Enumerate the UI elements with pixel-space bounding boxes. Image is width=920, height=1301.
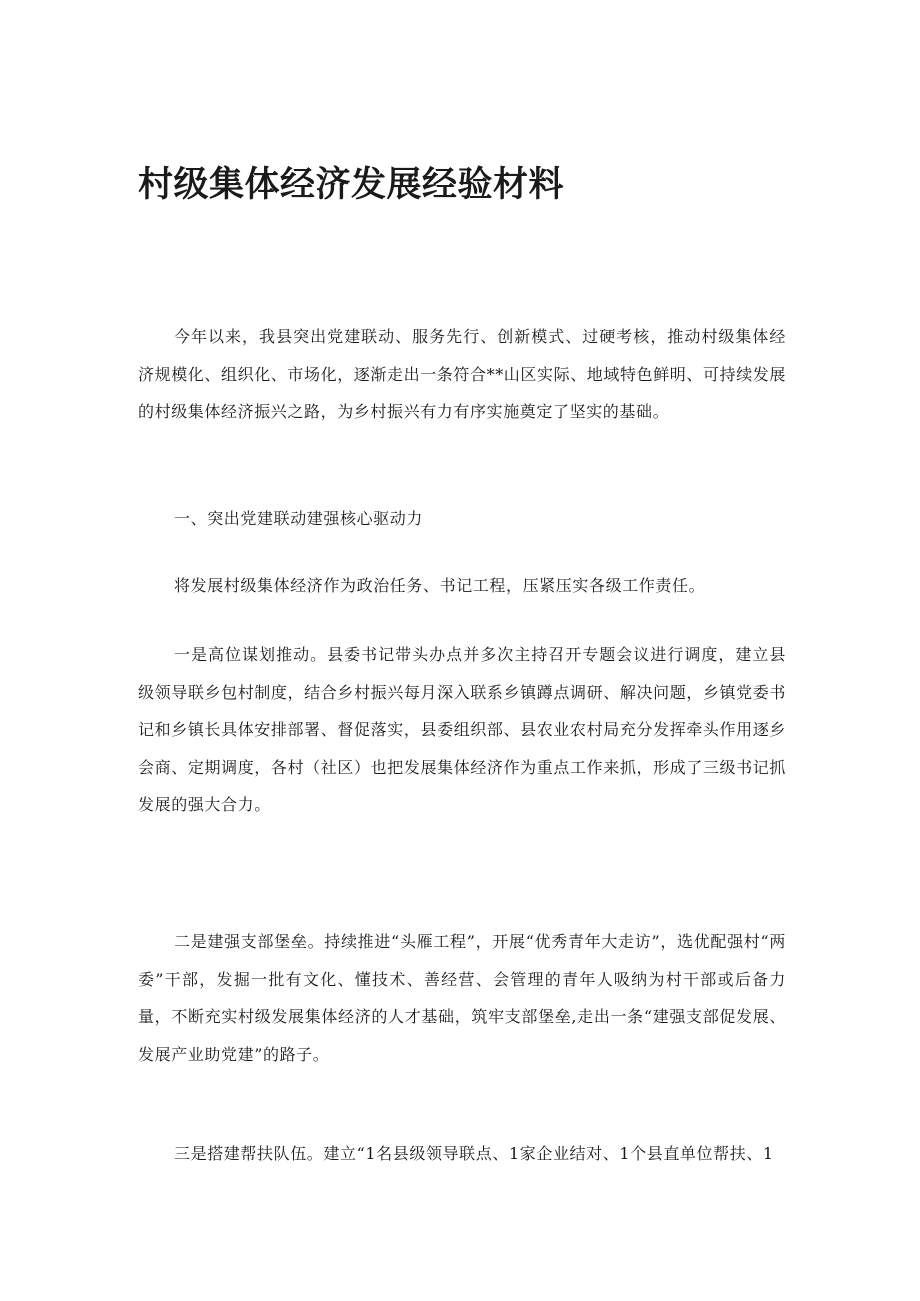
section-intro-paragraph: 将发展村级集体经济作为政治任务、书记工程，压紧压实各级工作责任。 [174,576,706,595]
point-1-paragraph: 一是高位谋划推动。县委书记带头办点并多次主持召开专题会议进行调度，建立县级领导联乡包村制度，结合乡村振兴每月深入联系乡镇蹲点调研、解决问题，乡镇党委书记和乡镇长具体安排部署、督促落实，县委组织部、县农业农村局充分发挥牵头作用逐乡会商、定期调度，各村（社区）也把发展集体经济作为重点工作来抓，形成了三级书记抓发展的强大合力。 [138,645,786,814]
document-title: 村级集体经济发展经验材料 [138,165,565,205]
intro-paragraph: 今年以来，我县突出党建联动、服务先行、创新模式、过硬考核，推动村级集体经济规模化、组织化、市场化，逐渐走出一条符合**山区实际、地域特色鲜明、可持续发展的村级集体经济振兴之路，为乡村振兴有力有序实施奠定了坚实的基础。 [138,327,787,421]
point-2-paragraph: 二是建强支部堡垒。持续推进“头雁工程”，开展“优秀青年大走访”，选优配强村“两委”干部，发掘一批有文化、懂技术、善经营、会管理的青年人吸纳为村干部或后备力量，不断充实村级发展集体经济的人才基础，筑牢支部堡垒,走出一条“建强支部促发展、发展产业助党建”的路子。 [138,932,786,1064]
point-3-paragraph: 三是搭建帮扶队伍。建立“1名县级领导联点、1家企业结对、1个县直单位帮扶、1 [174,1144,774,1163]
section-heading-1: 一、突出党建联动建强核心驱动力 [174,509,424,528]
